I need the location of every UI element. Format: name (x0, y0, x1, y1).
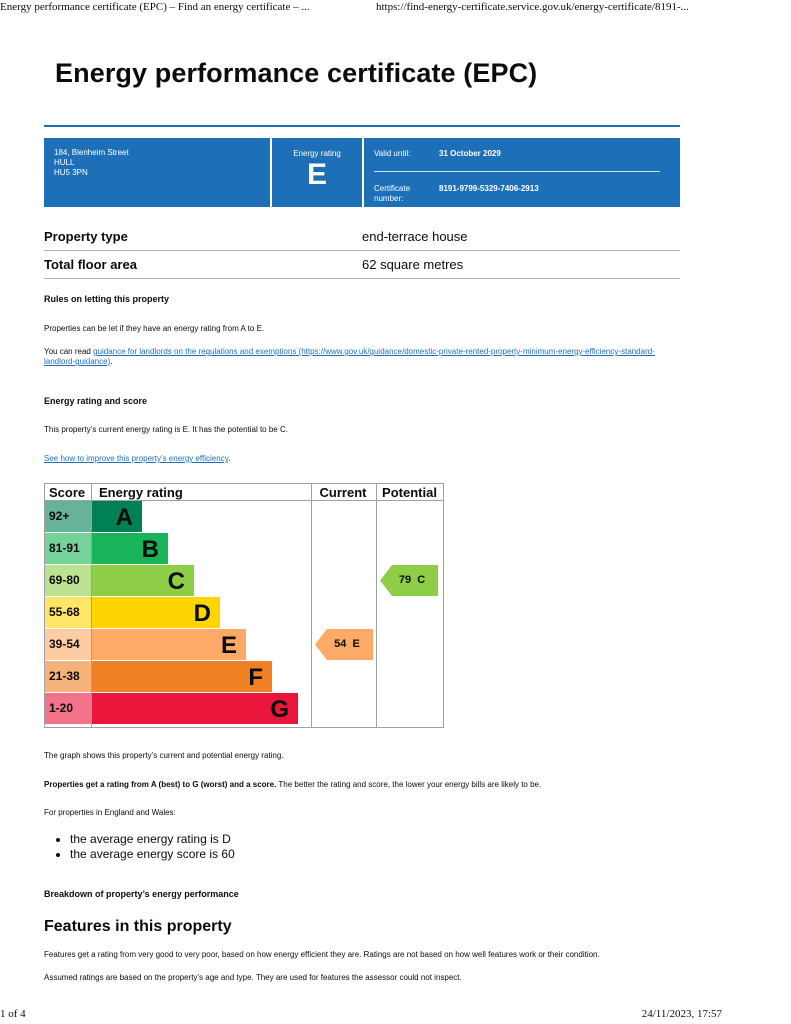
band-score-a: 92+ (45, 501, 91, 532)
guidance-link-text-2: landlord-guidance) (44, 357, 111, 366)
improve-suffix: . (228, 454, 231, 463)
certificate-number-label (374, 184, 410, 204)
rating-heading: Energy rating and score (44, 396, 148, 406)
band-bar-e: E (92, 629, 246, 660)
letting-paragraph: Properties can be let if they have an energy rating from A to E. (44, 324, 265, 333)
property-summary (44, 223, 680, 279)
landlord-guidance-link[interactable] (44, 347, 655, 366)
print-header-url: https://find-energy-certificate.service.gov.uk/energy-certificate/8191-... (376, 1, 689, 13)
validity-panel (364, 138, 680, 207)
header-potential: Potential (382, 485, 437, 500)
letting-heading: Rules on letting this property (44, 294, 170, 304)
band-bar-b: B (92, 533, 168, 564)
guidance-link-text-1: guidance for landlords on the regulations and exemptions (https://www.gov.uk/guidance/domestic-private-rented-property-minimum-energy-efficiency-standard- (93, 347, 655, 356)
current-rating-arrow-label: 54 E (334, 638, 360, 650)
improve-paragraph (44, 454, 230, 464)
print-footer-datetime: 24/11/2023, 17:57 (641, 1008, 722, 1020)
breakdown-heading: Breakdown of property’s energy performance (44, 889, 239, 899)
energy-rating-label: Energy rating (293, 149, 341, 158)
current-rating-arrow (315, 629, 373, 660)
band-score-f: 21-38 (45, 661, 91, 692)
band-bar-f: F (92, 661, 272, 692)
address-line-2: HULL (54, 158, 75, 167)
print-header-title: Energy performance certificate (EPC) – Find an energy certificate – ... (0, 1, 310, 13)
property-address (54, 148, 129, 178)
graph-caption: The graph shows this property’s current and potential energy rating. (44, 751, 284, 760)
header-score: Score (49, 485, 86, 500)
certificate-label-line-1: Certificate (374, 184, 411, 193)
summary-value: 62 square metres (362, 257, 464, 272)
energy-rating-panel (272, 138, 364, 207)
band-bar-a: A (92, 501, 142, 532)
averages-list (44, 832, 235, 862)
chart-column-divider (311, 484, 312, 727)
header-current: Current (319, 485, 367, 500)
address-line-3: HU5 3PN (54, 168, 88, 177)
header-energy-rating: Energy rating (99, 485, 183, 500)
valid-until-label: Valid until: (374, 149, 411, 158)
energy-rating-letter: E (306, 158, 327, 191)
guidance-prefix: You can read (44, 347, 94, 356)
current-rating-text: This property’s current energy rating is E. It has the potential to be C. (44, 425, 288, 434)
band-bar-d: D (92, 597, 220, 628)
list-item: • the average energy score is 60 (70, 847, 235, 862)
potential-rating-arrow (380, 565, 438, 596)
band-score-b: 81-91 (45, 533, 91, 564)
summary-value: end-terrace house (362, 229, 468, 244)
summary-row-floor-area (44, 251, 680, 279)
list-item: • the average energy rating is D (70, 832, 235, 847)
address-line-1: 184, Blenheim Street (54, 148, 129, 157)
features-heading: Features in this property (44, 918, 232, 935)
title-divider (44, 125, 680, 127)
rating-explanation-rest: The better the rating and score, the lower your energy bills are likely to be. (276, 780, 542, 789)
band-score-e: 39-54 (45, 629, 91, 660)
letting-guidance-paragraph (44, 347, 680, 367)
print-footer-page: 1 of 4 (0, 1008, 26, 1020)
summary-row-property-type (44, 223, 680, 251)
features-paragraph-1: Features get a rating from very good to very poor, based on how energy efficient they are. Ratings are not based on how well features work or their condition. (44, 950, 600, 959)
summary-key: Property type (44, 229, 128, 244)
band-score-g: 1-20 (45, 693, 91, 724)
address-panel (44, 138, 272, 207)
print-header (0, 1, 791, 15)
band-bar-g: G (92, 693, 298, 724)
rating-explanation (44, 780, 541, 790)
rating-explanation-bold: Properties get a rating from A (best) to G (worst) and a score. (44, 780, 277, 789)
summary-key: Total floor area (44, 257, 137, 272)
england-wales-text: For properties in England and Wales: (44, 808, 176, 817)
guidance-suffix: . (110, 357, 113, 366)
page-title: Energy performance certificate (EPC) (55, 58, 538, 88)
validity-divider (374, 171, 660, 172)
band-score-c: 69-80 (45, 565, 91, 596)
band-score-d: 55-68 (45, 597, 91, 628)
print-footer (0, 1008, 791, 1022)
certificate-banner (44, 138, 680, 207)
potential-rating-arrow-label: 79 C (398, 574, 426, 586)
certificate-number-value: 8191-9799-5329-7406-2913 (439, 184, 539, 193)
valid-until-value: 31 October 2029 (439, 149, 501, 158)
band-bar-c: C (92, 565, 194, 596)
features-paragraph-2: Assumed ratings are based on the property’s age and type. They are used for features the assessor could not inspect. (44, 973, 462, 982)
energy-rating-chart (44, 483, 444, 728)
chart-column-divider (376, 484, 377, 727)
certificate-label-line-2: number: (374, 194, 404, 203)
improve-efficiency-link[interactable]: See how to improve this property’s energy efficiency (44, 454, 229, 463)
